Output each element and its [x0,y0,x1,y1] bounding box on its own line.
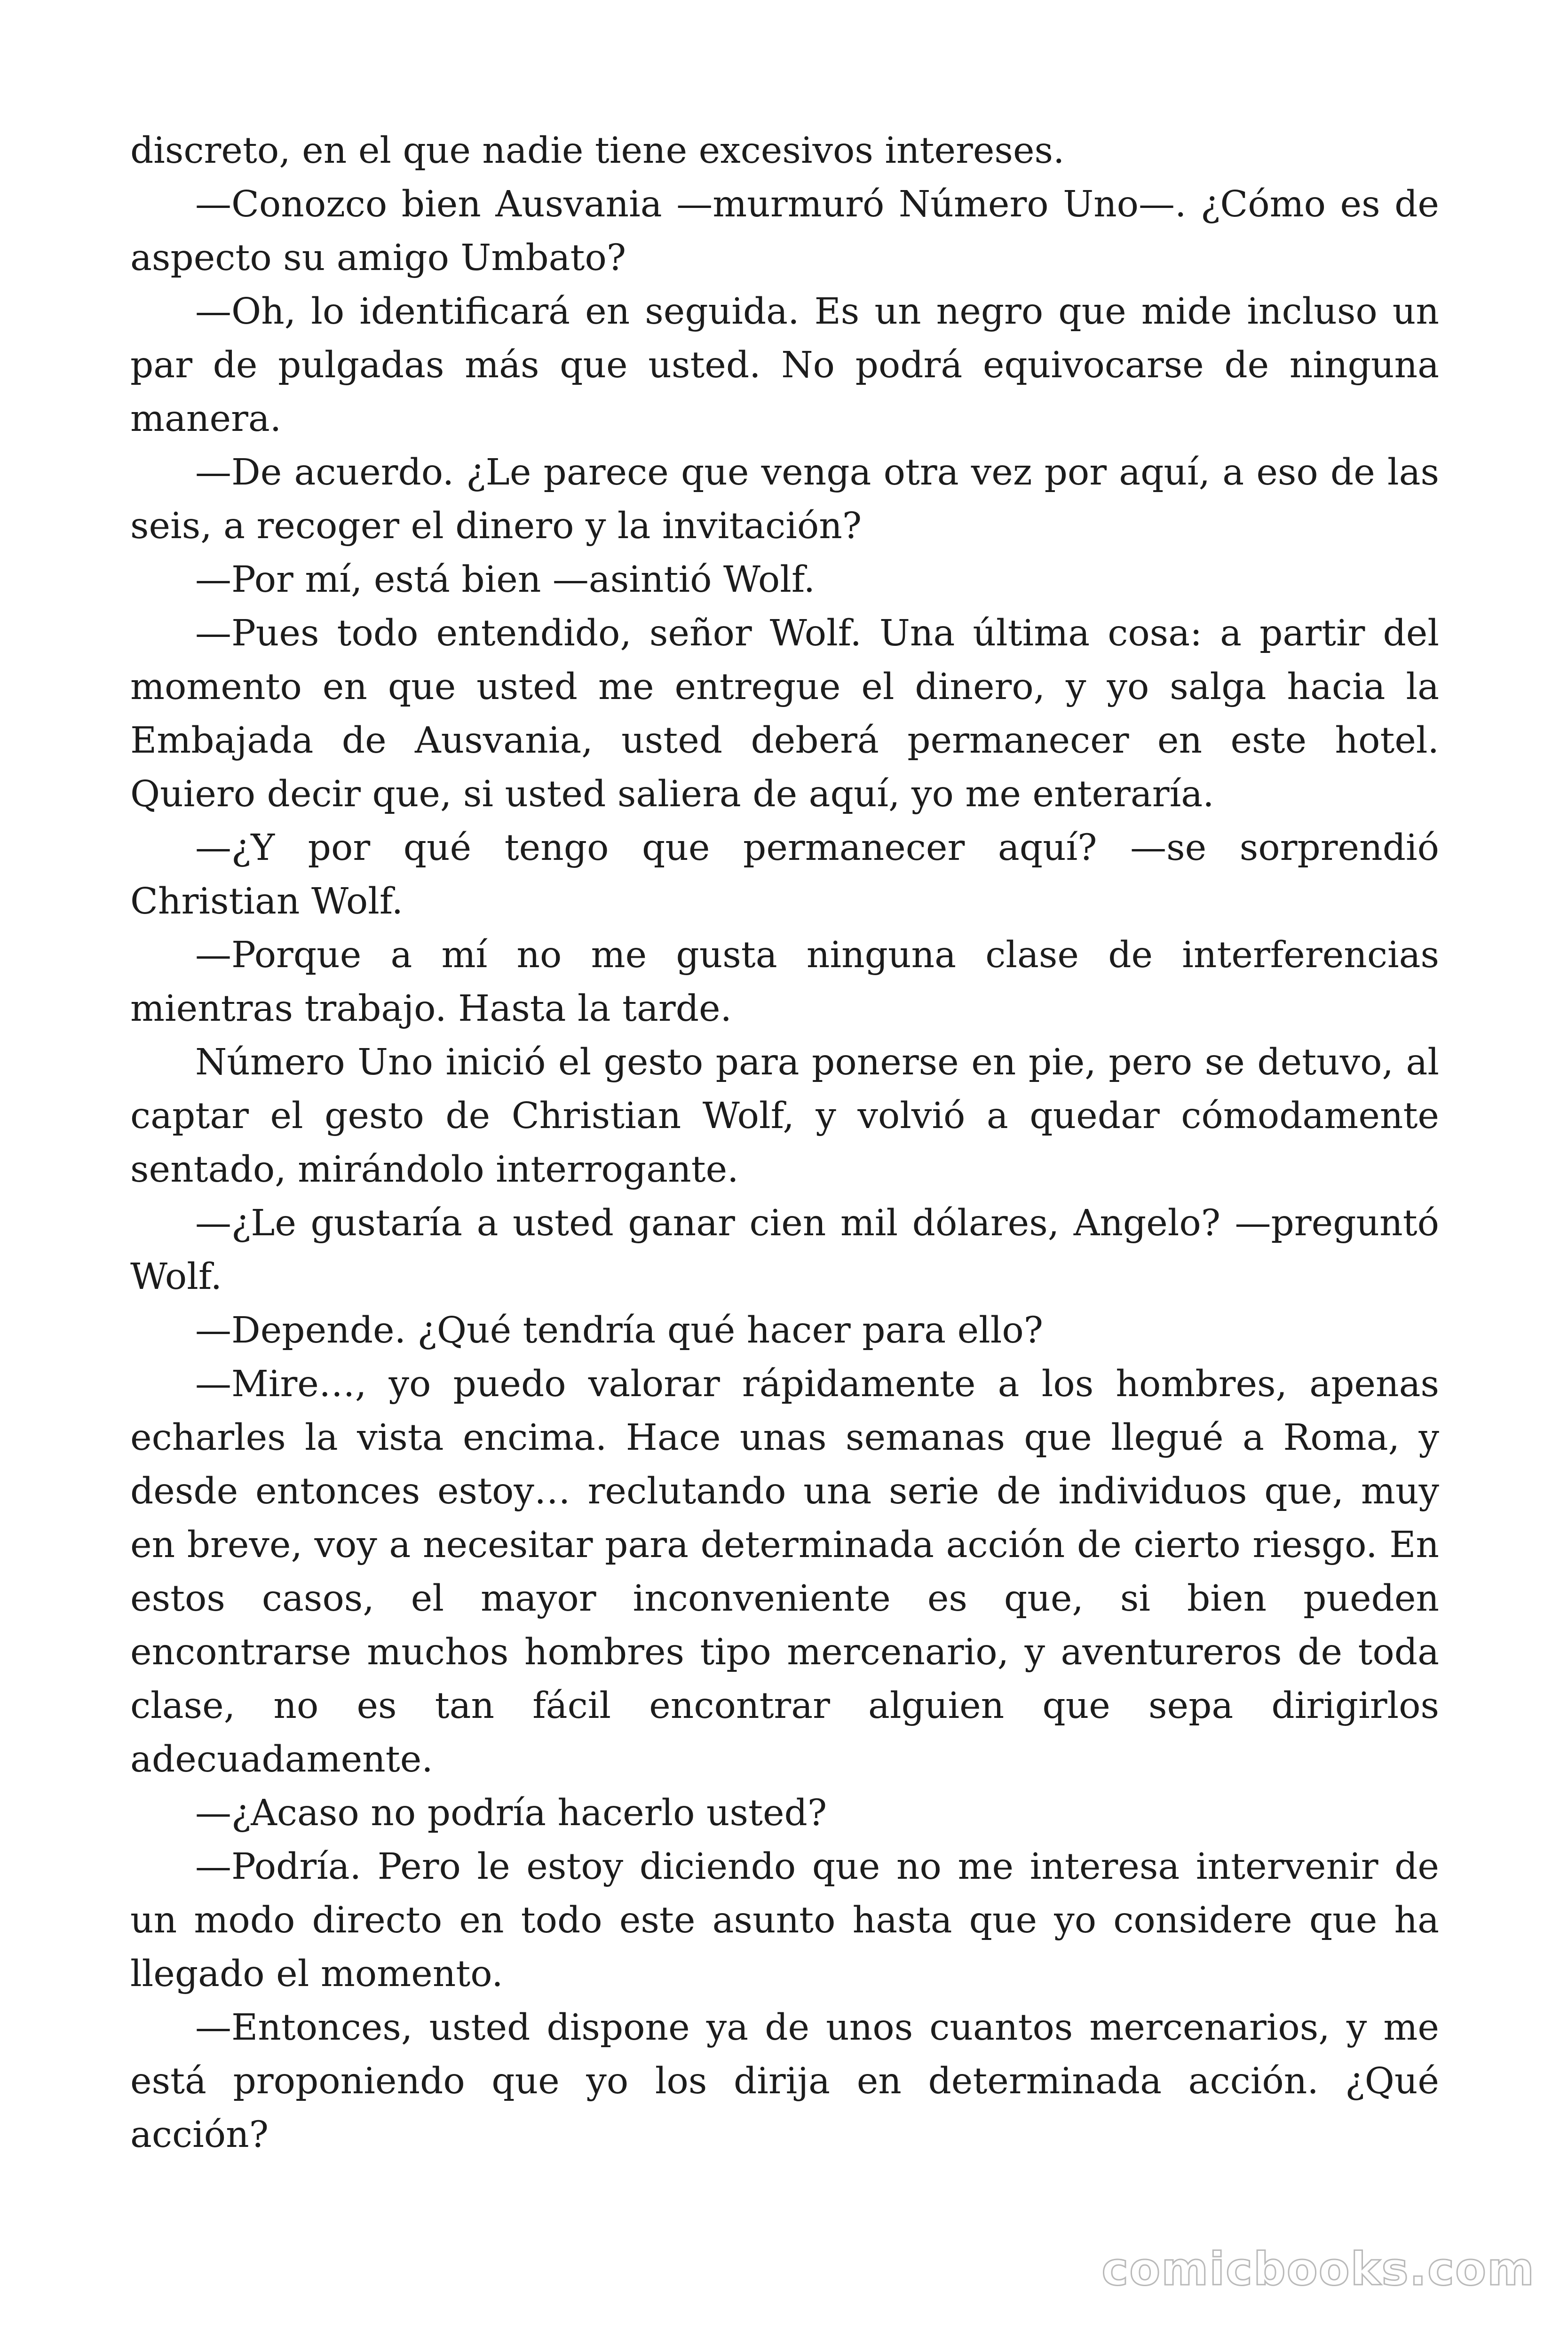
watermark: comicbooks.com [1101,2243,1535,2296]
paragraph: —Oh, lo identificará en seguida. Es un negro que mide incluso un par de pulgadas más que usted. No podrá equivocarse de ninguna manera. [130,291,1439,440]
paragraph: —Depende. ¿Qué tendría qué hacer para ello? [195,1310,1044,1351]
paragraph: —¿Acaso no podría hacerlo usted? [195,1792,827,1834]
paragraph: —Mire…, yo puedo valorar rápidamente a los hombres, apenas echarles la vista encima. Hace unas semanas que llegué a Roma, y desde entonces estoy… reclutando una serie de individuos que, muy en breve, voy a necesitar para determinada acción de cierto riesgo. En estos casos, el mayor inconveniente es que, si bien pueden encontrarse muchos hombres tipo mercenario, y aventureros de toda clase, no es tan fácil encontrar alguien que sepa dirigirlos adecuadamente. [130,1363,1439,1780]
paragraph: —Pues todo entendido, señor Wolf. Una última cosa: a partir del momento en que usted me entregue el dinero, y yo salga hacia la Embajada de Ausvania, usted deberá permanecer en este hotel. Quiero decir que, si usted saliera de aquí, yo me enteraría. [130,612,1439,815]
book-page-text [130,124,1439,2162]
paragraph: —Entonces, usted dispone ya de unos cuantos mercenarios, y me está proponiendo que yo los dirija en determinada acción. ¿Qué acción? [130,2007,1439,2156]
paragraph: —De acuerdo. ¿Le parece que venga otra vez por aquí, a eso de las seis, a recoger el dinero y la invitación? [130,452,1439,547]
paragraph: —Por mí, está bien —asintió Wolf. [195,559,816,601]
paragraph: —¿Le gustaría a usted ganar cien mil dólares, Angelo? —preguntó Wolf. [130,1202,1439,1298]
paragraph: —Porque a mí no me gusta ninguna clase de interferencias mientras trabajo. Hasta la tarde. [130,934,1439,1030]
paragraph: Número Uno inició el gesto para ponerse en pie, pero se detuvo, al captar el gesto de Christian Wolf, y volvió a quedar cómodamente sentado, mirándolo interrogante. [130,1041,1439,1191]
paragraph: —Podría. Pero le estoy diciendo que no me interesa intervenir de un modo directo en todo este asunto hasta que yo considere que ha llegado el momento. [130,1846,1439,1995]
paragraph: —¿Y por qué tengo que permanecer aquí? —se sorprendió Christian Wolf. [130,827,1439,922]
paragraph: —Conozco bien Ausvania —murmuró Número Uno—. ¿Cómo es de aspecto su amigo Umbato? [130,183,1439,279]
paragraph-continuation: discreto, en el que nadie tiene excesivos intereses. [130,130,1065,172]
